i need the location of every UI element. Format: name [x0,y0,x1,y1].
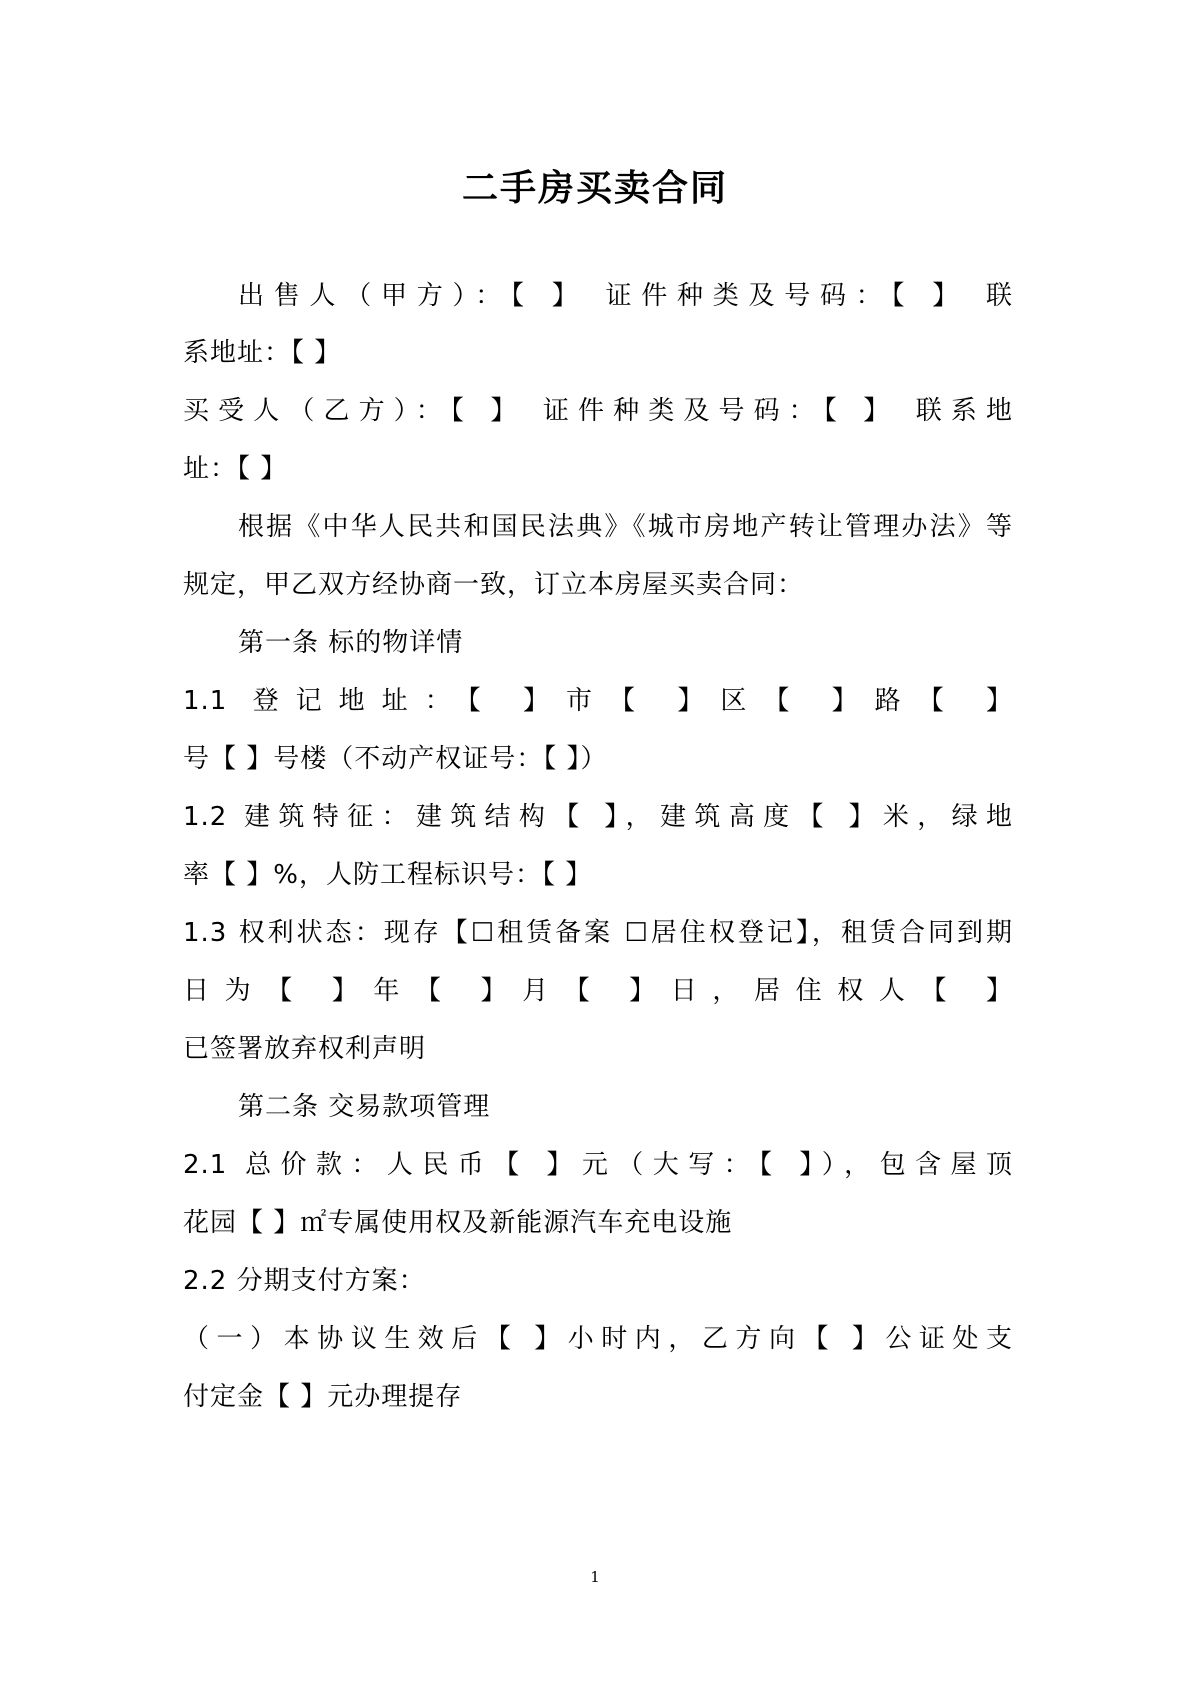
clause-1-3-line-3: 已签署放弃权利声明 [183,1034,427,1064]
buyer-line-2: 址：【 】 [183,454,288,484]
installment-1-line-1: （一）本协议生效后【 】小时内，乙方向【 】公证处支 [183,1324,1013,1354]
article-1-heading: 第一条 标的物详情 [238,628,464,658]
clause-1-3-line-1: 1.3 权利状态：现存【☐租赁备案 ☐居住权登记】，租赁合同到期 [183,918,1013,948]
buyer-line-1: 买受人（乙方）：【 】 证件种类及号码：【 】 联系地 [183,396,1013,426]
clause-2-1-line-2: 花园【 】㎡专属使用权及新能源汽车充电设施 [183,1208,733,1238]
clause-1-1-line-1: 1.1 登记地址：【 】市【 】区【 】路【 】 [183,686,1013,716]
clause-1-1-line-2: 号【 】号楼（不动产权证号：【 】） [183,744,608,774]
installment-1-line-2: 付定金【 】元办理提存 [183,1382,463,1412]
page-title: 二手房买卖合同 [461,168,728,209]
clause-1-2-line-2: 率【 】%，人防工程标识号：【 】 [183,860,593,890]
page-number: 1 [590,1568,600,1586]
clause-2-2-heading: 2.2 分期支付方案： [183,1266,426,1296]
preamble-line-2: 规定，甲乙双方经协商一致，订立本房屋买卖合同： [183,570,805,600]
clause-2-1-line-1: 2.1 总价款：人民币【 】元（大写：【 】），包含屋顶 [183,1150,1013,1180]
seller-line-1: 出售人（甲方）：【 】 证件种类及号码：【 】 联 [238,281,1013,311]
preamble-line-1: 根据《中华人民共和国民法典》《城市房地产转让管理办法》等 [238,512,1013,542]
clause-1-3-line-2: 日为【 】年【 】月【 】日，居住权人【 】 [183,976,1013,1006]
article-2-heading: 第二条 交易款项管理 [238,1092,491,1122]
clause-1-2-line-1: 1.2 建筑特征：建筑结构【 】，建筑高度【 】米，绿地 [183,802,1013,832]
seller-line-2: 系地址：【 】 [183,338,342,368]
